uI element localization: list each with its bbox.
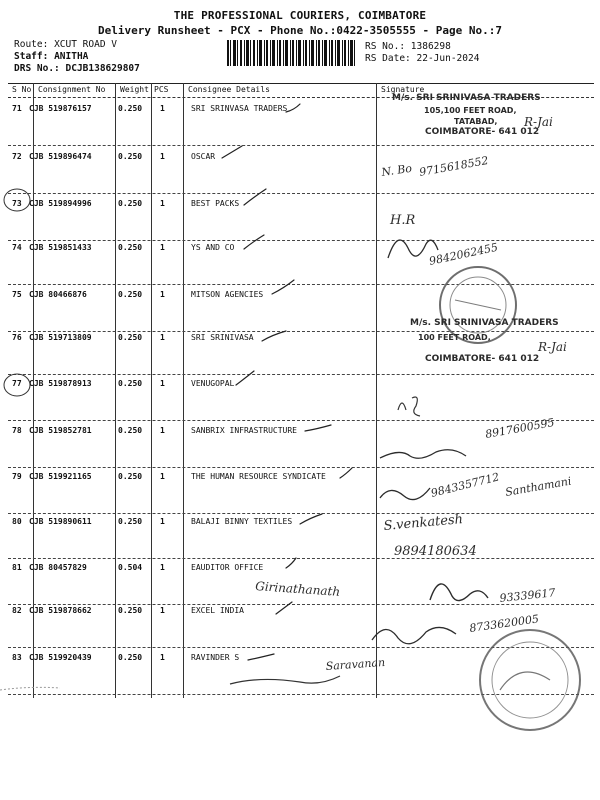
row-consignee: MITSON AGENCIES (191, 290, 264, 299)
stamp-line: TATABAD, (454, 117, 498, 126)
table-row (8, 146, 594, 194)
stamp-line: 105,100 FEET ROAD, (424, 106, 517, 115)
row-weight: 0.250 (118, 152, 143, 161)
handwritten-name: Santhamani (504, 474, 573, 499)
row-consignee: SRI SRINIVASA (191, 333, 254, 342)
table-row (8, 237, 594, 285)
handwritten-phone: 9715618552 (418, 153, 490, 179)
row-sno: 80 (12, 517, 22, 526)
rs-number (365, 41, 451, 53)
rs-date (365, 53, 479, 65)
table-row (8, 327, 594, 375)
handwritten-name: Girinathanath (254, 579, 341, 599)
row-pcs: 1 (160, 653, 165, 662)
rs-no-label: RS No.: (365, 41, 406, 52)
row-weight: 0.504 (118, 563, 143, 572)
barcode-icon (227, 40, 355, 66)
drs-line (14, 63, 140, 75)
row-weight: 0.250 (118, 606, 143, 615)
row-separator (8, 694, 594, 695)
row-sno: 74 (12, 243, 22, 252)
handwritten-note: H.R (390, 213, 416, 228)
row-sno: 81 (12, 563, 22, 572)
handwritten-phone: 8917600595 (484, 415, 556, 441)
row-consignment: CJB 80457829 (29, 563, 87, 572)
table-row (8, 193, 594, 241)
row-pcs: 1 (160, 517, 165, 526)
handwritten-phone: 93339617 (498, 586, 557, 605)
col-header-weight: Weight (120, 85, 149, 94)
row-consignee: SRI SRINVASA TRADERS (191, 104, 288, 113)
col-header-consignee: Consignee Details (188, 85, 270, 94)
handwritten-phone: 9894180634 (394, 544, 477, 559)
row-weight: 0.250 (118, 290, 143, 299)
table-row (8, 284, 594, 332)
stamp-line: COIMBATORE- 641 012 (425, 127, 540, 137)
table-row (8, 557, 594, 605)
row-weight: 0.250 (118, 653, 143, 662)
row-weight: 0.250 (118, 243, 143, 252)
table-top-border (8, 83, 594, 84)
table-row (8, 373, 594, 421)
col-header-sno: S No (12, 85, 32, 94)
row-sno: 76 (12, 333, 22, 342)
row-pcs: 1 (160, 152, 165, 161)
row-pcs: 1 (160, 243, 165, 252)
drs-label: DRS No.: (14, 63, 60, 74)
stamp-line: 100 FEET ROAD, (418, 333, 491, 342)
col-header-signature: Signature (381, 85, 425, 94)
row-consignee: VENUGOPAL (191, 379, 235, 388)
table-row (8, 420, 594, 468)
row-sno: 82 (12, 606, 22, 615)
staff-label: Staff: (14, 51, 49, 62)
row-consignment: CJB 519894996 (29, 199, 92, 208)
row-sno: 72 (12, 152, 22, 161)
handwritten-phone: 9842062455 (427, 240, 500, 268)
row-pcs: 1 (160, 563, 165, 572)
row-sno: 79 (12, 472, 22, 481)
staff-value: ANITHA (54, 51, 89, 62)
route-value: XCUT ROAD V (54, 39, 117, 50)
row-pcs: 1 (160, 104, 165, 113)
row-consignment: CJB 519878662 (29, 606, 92, 615)
rs-date-label: RS Date: (365, 53, 411, 64)
row-consignment: CJB 519876157 (29, 104, 92, 113)
row-sno: 83 (12, 653, 22, 662)
row-weight: 0.250 (118, 333, 143, 342)
company-title: THE PROFESSIONAL COURIERS, COIMBATORE (173, 9, 427, 22)
row-consignment: CJB 519878913 (29, 379, 92, 388)
stamp-line: M/s. SRI SRINIVASA TRADERS (392, 93, 541, 103)
row-consignee: YS AND CO (191, 243, 235, 252)
rs-no-value: 1386298 (410, 41, 451, 52)
row-consignment: CJB 519851433 (29, 243, 92, 252)
row-consignment: CJB 519896474 (29, 152, 92, 161)
row-pcs: 1 (160, 199, 165, 208)
row-pcs: 1 (160, 333, 165, 342)
row-weight: 0.250 (118, 517, 143, 526)
row-consignment: CJB 519920439 (29, 653, 92, 662)
row-weight: 0.250 (118, 104, 143, 113)
row-consignee: OSCAR (191, 152, 216, 161)
row-pcs: 1 (160, 379, 165, 388)
row-sno: 77 (12, 379, 22, 388)
staff-line (14, 51, 88, 63)
row-sno: 78 (12, 426, 22, 435)
row-sno: 71 (12, 104, 22, 113)
row-weight: 0.250 (118, 199, 143, 208)
row-consignee: BEST PACKS (191, 199, 240, 208)
row-consignment: CJB 519890611 (29, 517, 92, 526)
row-weight: 0.250 (118, 472, 143, 481)
handwritten-note: N. Bo (380, 161, 413, 179)
handwritten-phone: 8733620005 (468, 612, 540, 635)
row-consignee: BALAJI BINNY TEXTILES (191, 517, 293, 526)
row-consignee: RAVINDER S (191, 653, 240, 662)
handwritten-signature: R-Jai (524, 115, 553, 129)
row-consignment: CJB 519921165 (29, 472, 92, 481)
row-consignment: CJB 519713809 (29, 333, 92, 342)
row-weight: 0.250 (118, 426, 143, 435)
row-consignee: EAUDITOR OFFICE (191, 563, 264, 572)
stamp-line: COIMBATORE- 641 012 (425, 354, 540, 364)
table-row (8, 466, 594, 514)
route-label: Route: (14, 39, 49, 50)
handwritten-name: S.venkatesh (383, 512, 464, 534)
table-row (8, 600, 594, 648)
row-consignee: SANBRIX INFRASTRUCTURE (191, 426, 297, 435)
row-pcs: 1 (160, 606, 165, 615)
stamp-line: M/s. SRI SRINIVASA TRADERS (410, 318, 559, 328)
rs-date-value: 22-Jun-2024 (416, 53, 480, 64)
row-consignee: EXCEL INDIA (191, 606, 244, 615)
row-consignment: CJB 519852781 (29, 426, 92, 435)
row-sno: 75 (12, 290, 22, 299)
table-row (8, 511, 594, 559)
row-pcs: 1 (160, 426, 165, 435)
row-consignment: CJB 80466876 (29, 290, 87, 299)
handwritten-signature: R-Jai (538, 340, 567, 354)
handwritten-phone: 9843357712 (429, 470, 501, 500)
runsheet-subtitle: Delivery Runsheet - PCX - Phone No.:0422-3505555 - Page No.:7 (98, 24, 502, 37)
table-row (8, 98, 594, 146)
row-pcs: 1 (160, 290, 165, 299)
row-weight: 0.250 (118, 379, 143, 388)
drs-value: DCJB138629807 (65, 63, 140, 74)
row-sno: 73 (12, 199, 22, 208)
handwritten-name: Saravanan (325, 655, 386, 673)
row-pcs: 1 (160, 472, 165, 481)
route-line (14, 39, 117, 51)
col-header-consignment: Consignment No (38, 85, 106, 94)
col-header-pcs: PCS (154, 85, 169, 94)
row-consignee: THE HUMAN RESOURCE SYNDICATE (191, 472, 326, 481)
table-row (8, 647, 594, 695)
